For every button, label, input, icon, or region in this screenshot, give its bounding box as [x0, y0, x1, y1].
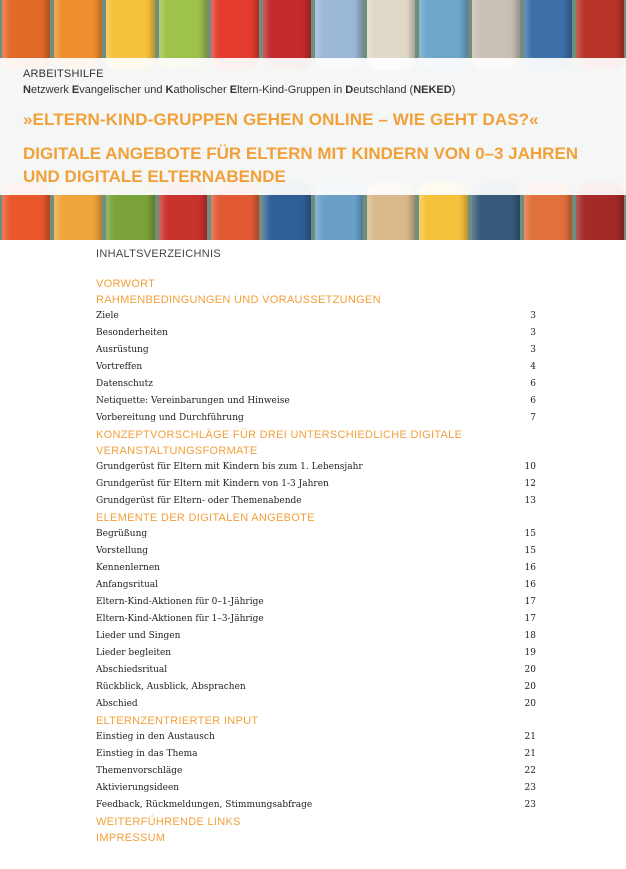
toc-entry-label: Lieder begleiten: [96, 648, 172, 658]
toc-entry[interactable]: [96, 526, 536, 543]
toc-entry[interactable]: [96, 308, 536, 325]
toc-entry[interactable]: [96, 696, 536, 713]
toc-entry-page: 19: [524, 648, 536, 658]
toc-entry-label: Abschiedsritual: [96, 665, 168, 675]
toc-entry-label: Datenschutz: [96, 379, 153, 389]
toc-entry[interactable]: [96, 577, 536, 594]
network-text: eutschland (: [353, 84, 414, 96]
toc-entry[interactable]: [96, 679, 536, 696]
network-initial: N: [23, 84, 31, 96]
toc-entry-label: Eltern-Kind-Aktionen für 0–1-Jährige: [96, 597, 264, 607]
toc-section-title[interactable]: ELTERNZENTRIERTER INPUT: [96, 715, 259, 727]
toc-entry-page: 15: [524, 546, 536, 556]
network-initial: NEKED: [413, 84, 452, 96]
toc-entry[interactable]: [96, 763, 536, 780]
network-text: ltern-Kind-Gruppen in: [237, 84, 346, 96]
toc-entry[interactable]: [96, 459, 536, 476]
toc-entry-page: 12: [524, 479, 536, 489]
toc-entry-label: Grundgerüst für Eltern- oder Themenabende: [96, 496, 302, 506]
toc-entry-label: Besonderheiten: [96, 328, 168, 338]
toc-entry-label: Einstieg in den Austausch: [96, 732, 215, 742]
toc-entry[interactable]: [96, 628, 536, 645]
toc-entry-page: 21: [524, 732, 536, 742]
toc-entry-page: 18: [524, 631, 536, 641]
toc-entry-label: Ziele: [96, 311, 119, 321]
toc-entry[interactable]: [96, 797, 536, 814]
toc-entry-page: 13: [524, 496, 536, 506]
toc-entry[interactable]: [96, 594, 536, 611]
toc-entry[interactable]: [96, 780, 536, 797]
toc-heading: INHALTSVERZEICHNIS: [96, 248, 221, 260]
toc-entry-label: Kennenlernen: [96, 563, 160, 573]
network-text: ): [451, 84, 456, 96]
toc-entry-page: 7: [530, 413, 536, 423]
document-title: »ELTERN-KIND-GRUPPEN GEHEN ONLINE – WIE GEHT DAS?«: [23, 110, 539, 129]
document-kicker: ARBEITSHILFE: [23, 68, 104, 80]
toc-entry[interactable]: [96, 729, 536, 746]
network-initial: D: [345, 84, 354, 96]
toc-entry-page: 10: [524, 462, 536, 472]
toc-entry-page: 4: [530, 362, 536, 372]
toc-entry-page: 17: [524, 597, 536, 607]
toc-entry-label: Eltern-Kind-Aktionen für 1–3-Jährige: [96, 614, 264, 624]
toc-entry[interactable]: [96, 376, 536, 393]
toc-entry-page: 16: [524, 580, 536, 590]
toc-entry-label: Grundgerüst für Eltern mit Kindern von 1-3 Jahren: [96, 479, 329, 489]
toc-entry-label: Grundgerüst für Eltern mit Kindern bis zum 1. Lebensjahr: [96, 462, 363, 472]
toc-entry[interactable]: [96, 393, 536, 410]
toc-entry-label: Rückblick, Ausblick, Absprachen: [96, 682, 246, 692]
toc-section-title[interactable]: RAHMENBEDINGUNGEN UND VORAUSSETZUNGEN: [96, 294, 381, 306]
toc-entry[interactable]: [96, 560, 536, 577]
network-initial: E: [71, 84, 80, 96]
toc-entry-label: Themenvorschläge: [96, 766, 183, 776]
toc-entry-label: Ausrüstung: [96, 345, 149, 355]
toc-entry-label: Aktivierungsideen: [96, 783, 180, 793]
toc-entry-page: 22: [524, 766, 536, 776]
toc-entry[interactable]: [96, 746, 536, 763]
toc-entry-label: Abschied: [96, 699, 138, 709]
toc-entry-page: 20: [524, 699, 536, 709]
toc-entry-label: Lieder und Singen: [96, 631, 181, 641]
toc-section-title[interactable]: VORWORT: [96, 278, 156, 290]
toc-entry-label: Einstieg in das Thema: [96, 749, 198, 759]
toc-entry[interactable]: [96, 611, 536, 628]
network-text: vangelischer und: [79, 84, 166, 96]
toc-section-title[interactable]: WEITERFÜHRENDE LINKS: [96, 816, 241, 828]
toc-entry-page: 6: [530, 379, 536, 389]
toc-entry[interactable]: [96, 325, 536, 342]
network-initial: K: [165, 84, 174, 96]
toc-entry-page: 16: [524, 563, 536, 573]
toc-entry[interactable]: [96, 476, 536, 493]
network-text: atholischer: [173, 84, 230, 96]
toc-entry-page: 6: [530, 396, 536, 406]
toc-section-title[interactable]: ELEMENTE DER DIGITALEN ANGEBOTE: [96, 512, 315, 524]
toc-section-title[interactable]: KONZEPTVORSCHLÄGE FÜR DREI UNTERSCHIEDLICHE DIGITALE VERANSTALTUNGSFORMATE: [96, 429, 463, 457]
toc-entry[interactable]: [96, 662, 536, 679]
toc-entry[interactable]: [96, 543, 536, 560]
toc-entry-page: 20: [524, 665, 536, 675]
toc-entry[interactable]: [96, 359, 536, 376]
toc-entry-page: 20: [524, 682, 536, 692]
toc-entry-page: 23: [524, 783, 536, 793]
toc-entry[interactable]: [96, 645, 536, 662]
toc-entry-page: 17: [524, 614, 536, 624]
toc-entry-label: Vortreffen: [96, 362, 143, 372]
toc-entry[interactable]: [96, 342, 536, 359]
toc-entry-label: Feedback, Rückmeldungen, Stimmungsabfrage: [96, 800, 313, 810]
network-name: [23, 84, 455, 96]
toc-entry-page: 15: [524, 529, 536, 539]
toc-entry-page: 3: [530, 345, 536, 355]
toc-entry[interactable]: [96, 410, 536, 427]
toc-entry-page: 23: [524, 800, 536, 810]
toc-entry-page: 21: [524, 749, 536, 759]
toc-entry-label: Netiquette: Vereinbarungen und Hinweise: [96, 396, 290, 406]
table-of-contents: [96, 276, 536, 846]
toc-entry-label: Anfangsritual: [96, 580, 159, 590]
network-initial: E: [229, 84, 238, 96]
document-subtitle: DIGITALE ANGEBOTE FÜR ELTERN MIT KINDERN VON 0–3 JAHREN UND DIGITALE ELTERNABENDE: [23, 144, 579, 186]
toc-entry-page: 3: [530, 328, 536, 338]
toc-entry-label: Vorbereitung und Durchführung: [96, 413, 244, 423]
toc-section-title[interactable]: IMPRESSUM: [96, 832, 166, 844]
toc-entry-label: Begrüßung: [96, 529, 148, 539]
toc-entry[interactable]: [96, 493, 536, 510]
toc-entry-page: 3: [530, 311, 536, 321]
toc-entry-label: Vorstellung: [96, 546, 149, 556]
network-text: etzwerk: [30, 84, 72, 96]
